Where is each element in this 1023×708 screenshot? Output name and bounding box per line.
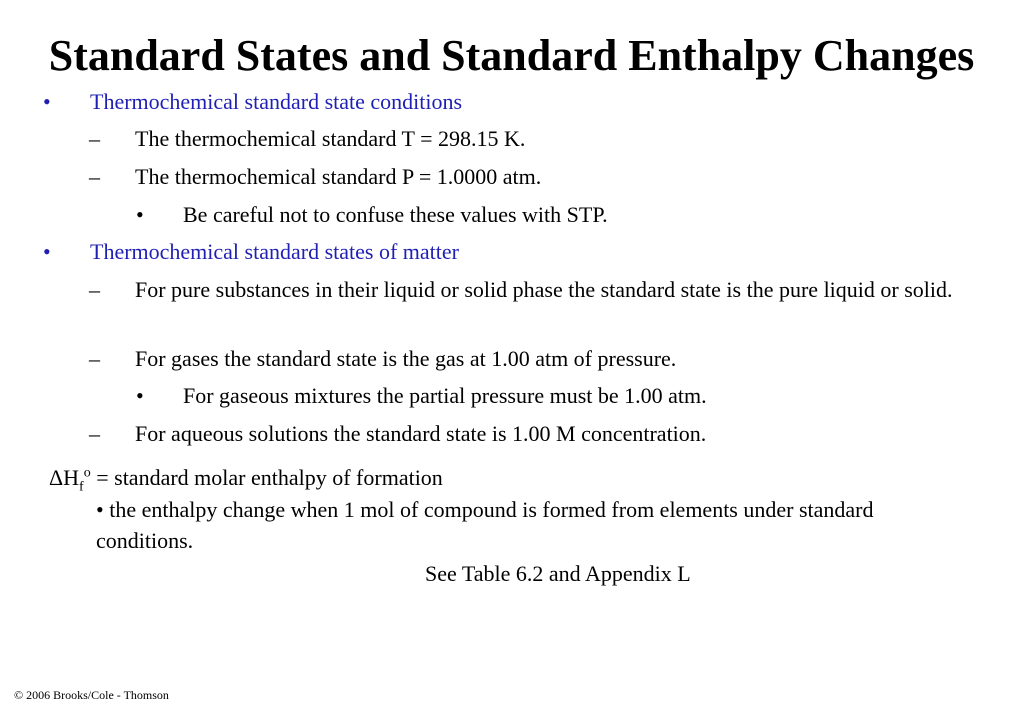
definition-detail: • the enthalpy change when 1 mol of compound is formed from elements under standard conditions. bbox=[96, 497, 874, 553]
dash-marker: – bbox=[89, 421, 100, 446]
bullet-text: For pure substances in their liquid or solid phase the standard state is the pure liquid or solid. bbox=[135, 277, 953, 302]
dash-marker: – bbox=[89, 126, 100, 151]
reference-note: See Table 6.2 and Appendix L bbox=[425, 561, 691, 586]
bullet-text: Thermochemical standard states of matter bbox=[90, 239, 459, 264]
enthalpy-subscript: f bbox=[79, 479, 84, 495]
bullet-text: For gases the standard state is the gas at 1.00 atm of pressure. bbox=[135, 346, 677, 371]
enthalpy-superscript: o bbox=[83, 465, 91, 481]
bullet-text: For aqueous solutions the standard state is 1.00 M concentration. bbox=[135, 421, 707, 446]
bullet-text: Be careful not to confuse these values with STP. bbox=[183, 202, 608, 227]
dash-marker: – bbox=[89, 346, 100, 371]
bullet-marker: • bbox=[43, 89, 51, 114]
enthalpy-symbol: ΔH bbox=[49, 465, 80, 490]
bullet-marker: • bbox=[136, 383, 144, 408]
definition-line bbox=[49, 462, 443, 493]
copyright-footer: © 2006 Brooks/Cole - Thomson bbox=[14, 688, 169, 702]
bullet-text: The thermochemical standard P = 1.0000 atm. bbox=[135, 164, 542, 189]
bullet-text: Thermochemical standard state conditions bbox=[90, 89, 463, 114]
definition-text: = standard molar enthalpy of formation bbox=[90, 465, 443, 490]
dash-marker: – bbox=[89, 277, 100, 302]
bullet-marker: • bbox=[136, 202, 144, 227]
bullet-marker: • bbox=[43, 239, 51, 264]
slide-title: Standard States and Standard Enthalpy Changes bbox=[48, 31, 975, 80]
bullet-text: For gaseous mixtures the partial pressure must be 1.00 atm. bbox=[183, 383, 707, 408]
bullet-text: The thermochemical standard T = 298.15 K. bbox=[135, 126, 526, 151]
dash-marker: – bbox=[89, 164, 100, 189]
